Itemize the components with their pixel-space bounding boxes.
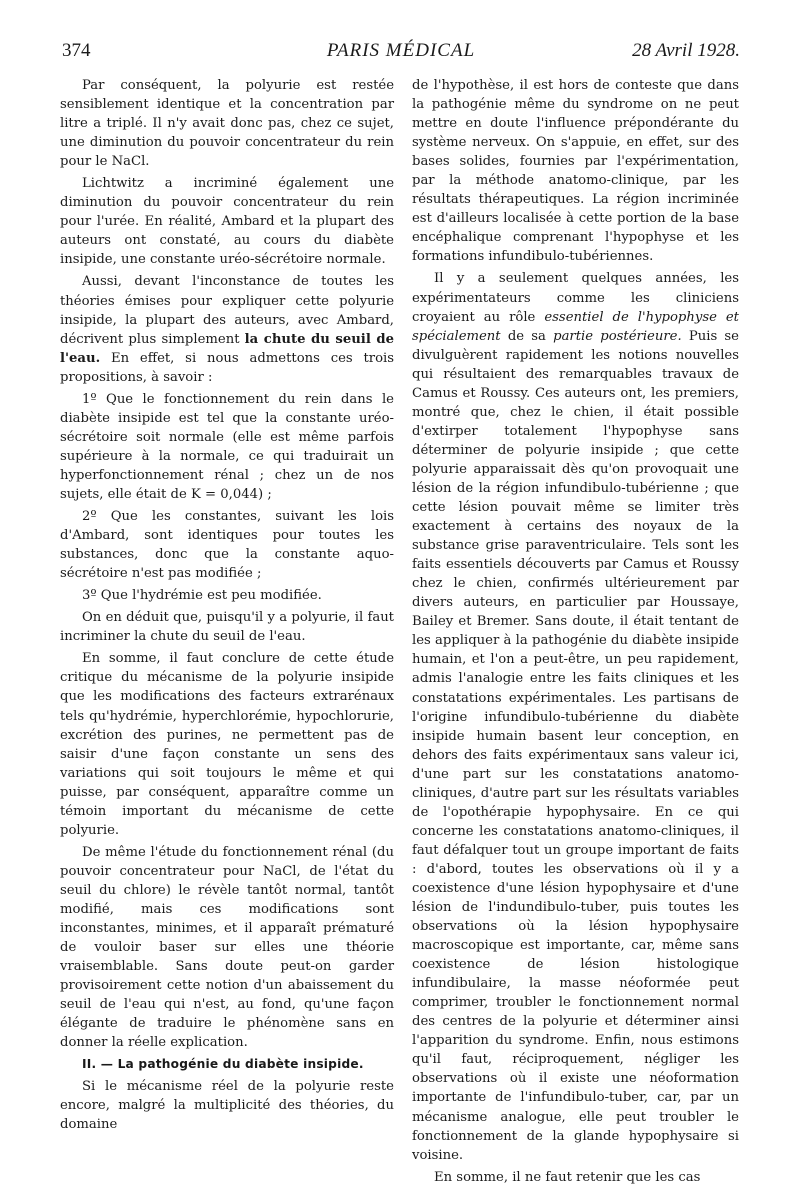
list-item: 2º Que les constantes, suivant les lois d'Ambard, sont identiques pour toutes les substances, donc que la constante aquo-sécrétoire n'est pas modifiée ;	[60, 509, 394, 582]
right-column	[412, 76, 739, 1190]
paragraph: Lichtwitz a incriminé également une diminution du pouvoir concentrateur du rein pour l'urée. En réalité, Ambard et la plupart des auteurs ont constaté, au cours du diabète insipide, une constante uréo-sécrétoire normale.	[60, 176, 394, 268]
list-item: 1º Que le fonctionnement du rein dans le diabète insipide est tel que la constante uréo-sécrétoire soit normale (elle est même parfois supérieure à la normale, ce qui traduirait un hyperfonctionnement rénal ; chez un de nos sujets, elle était de K = 0,044) ;	[60, 391, 394, 502]
page-number: 374	[62, 40, 91, 61]
paragraph: En somme, il ne faut retenir que les cas	[434, 1169, 701, 1185]
paragraph-text: Aussi, devant l'inconstance de toutes les théories émises pour expliquer cette polyurie insipide, la plupart des auteurs, avec Ambard, décrivent plus simplement	[60, 274, 394, 347]
paragraph: Par conséquent, la polyurie est restée sensiblement identique et la concentration par litre a triplé. Il n'y avait donc pas, chez ce sujet, une diminution du pouvoir concentrateur du rein pour le NaCl.	[60, 78, 394, 170]
emphasized-phrase: la chute du seuil de l'eau.	[60, 331, 394, 366]
issue-date: 28 Avril 1928.	[632, 40, 740, 61]
paragraph: Si le mécanisme réel de la polyurie reste encore, malgré la multiplicité des théories, du domaine	[60, 1079, 394, 1133]
journal-title: PARIS MÉDICAL	[326, 40, 476, 61]
paragraph	[60, 272, 394, 386]
paragraph: de l'hypothèse, il est hors de conteste que dans la pathogénie même du syndrome on ne peut mettre en doute l'influence prépondérante du système nerveux. On s'appuie, en effet, sur des bases solides, fournies par l'expérimentation, par la méthode anatomo-clinique, par les résultats thérapeutiques. La région incriminée est d'ailleurs localisée à cette portion de la base encéphalique comprenant l'hypophyse et les formations infundibulo-tubériennes.	[412, 78, 739, 265]
list-item: 3º Que l'hydrémie est peu modifiée.	[82, 588, 322, 604]
paragraph-text: de sa	[500, 328, 554, 344]
left-column	[60, 76, 394, 1138]
italic-phrase: essentiel de l'hypophyse et spécialement	[412, 309, 739, 344]
paragraph-text: En effet, si nous admettons ces trois propositions, à savoir :	[60, 350, 394, 385]
paragraph	[412, 269, 739, 1164]
paragraph: On en déduit que, puisqu'il y a polyurie, il faut incriminer la chute du seuil de l'eau.	[60, 610, 394, 645]
paragraph-text: Il y a seulement quelques années, les expérimentateurs comme les cliniciens croyaient au rôle	[412, 271, 739, 325]
paragraph-text: Puis se divulguèrent rapidement les notions nouvelles qui résultaient des remarquables travaux de Camus et Roussy. Ces auteurs ont, les premiers, montré que, chez le chien, il était possible d'extirper totalement l'hypophyse sans déterminer de polyurie insipide ; que cette polyurie apparaissait dès qu'on provoquait une lésion de la région infundibulo-tubérienne ; que cette lésion pouvait même se limiter très exactement à certains des noyaux de la substance grise paraventriculaire. Tels sont les faits essentiels découverts par Camus et Roussy chez le chien, confirmés ultérieurement par divers auteurs, en particulier par Houssaye, Bailey et Bremer. Sans doute, il était tentant de les appliquer à la pathogénie du diabète insipide humain, et l'on a peut-être, un peu rapidement, admis l'analogie entre les faits cliniques et les constatations expérimentales. Les partisans de l'origine infundibulo-tubérienne du diabète insipide humain basent leur conception, en dehors des faits expérimentaux sans valeur ici, d'une part sur les constatations anatomo-cliniques, d'autre part sur les résultats variables de l'opothérapie hypophysaire. En ce qui concerne les constatations anatomo-cliniques, il faut défalquer tout un groupe important de faits : d'abord, toutes les observations où il y a coexistence d'une lésion hypophysaire et d'une lésion de l'indundibulo-tuber, puis toutes les observations où la lésion hypophysaire macroscopique est importante, car, même sans coexistence de lésion histologique infundibulaire, la masse néoformée peut comprimer, troubler le fonctionnement normal des centres de la polyurie et déterminer ainsi l'apparition du syndrome. Enfin, nous estimons qu'il faut, réciproquement, négliger les observations où il existe une néoformation importante de l'infundibulo-tuber, car, par un mécanisme analogue, elle peut troubler le fonctionnement de la glande hypophysaire si voisine.	[412, 328, 739, 1163]
section-heading: II. — La pathogénie du diabète insipide.	[82, 1057, 364, 1072]
italic-phrase: partie postérieure.	[553, 328, 682, 344]
running-header	[62, 40, 740, 70]
paragraph: De même l'étude du fonctionnement rénal (du pouvoir concentrateur pour NaCl, de l'état du seuil du chlore) le révèle tantôt normal, tantôt modifié, mais ces modifications sont inconstantes, minimes, et il apparaît prématuré de vouloir baser sur elles une théorie vraisemblable. Sans doute peut-on garder provisoirement cette notion d'un abaissement du seuil de l'eau qui n'est, au fond, qu'une façon élégante de traduire le phénomène sans en donner la réelle explication.	[60, 844, 394, 1051]
paragraph: En somme, il faut conclure de cette étude critique du mécanisme de la polyurie insipide que les modifications des facteurs extrarénaux tels qu'hydrémie, hyperchlorémie, hypochlorurie, excrétion des purines, ne permettent pas de saisir d'une façon constante un sens des variations qui soit toujours le même et qui puisse, par conséquent, apparaître comme un témoin important du mécanisme de cette polyurie.	[60, 651, 394, 838]
